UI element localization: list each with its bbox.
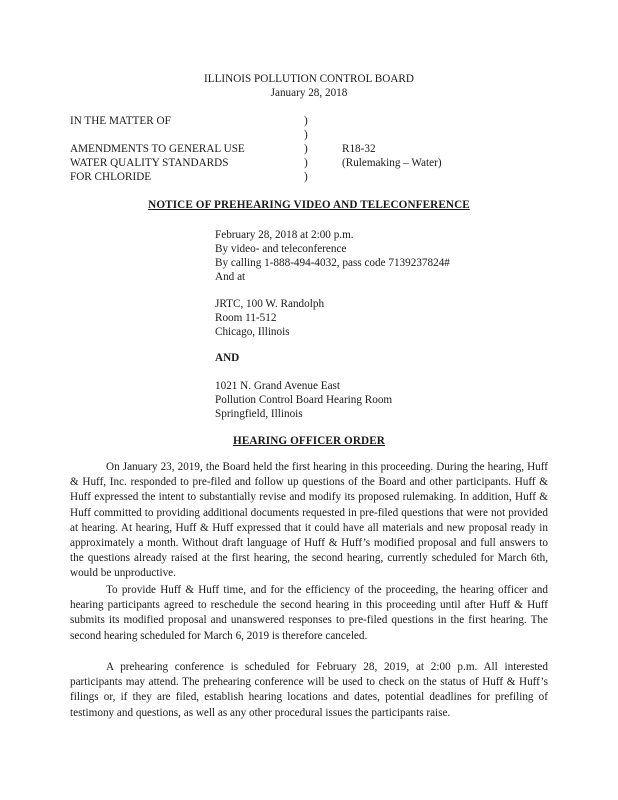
- caption-bracket: ): [304, 129, 308, 141]
- location-line: Chicago, Illinois: [215, 326, 290, 338]
- caption-title-line: FOR CHLORIDE: [70, 171, 152, 183]
- order-paragraph: A prehearing conference is scheduled for February 28, 2019, at 2:00 p.m. All interested participants may attend. The prehearing conference will be used to check on the status of Huff & Huff’s filings or, if they are filed, establish hearing locations and dates, potential deadlines for prefiling of testimony and questions, as well as any other procedural issues the participants raise.: [70, 661, 548, 719]
- location-line: Room 11-512: [215, 312, 277, 324]
- docket-type: (Rulemaking – Water): [342, 157, 442, 169]
- order-paragraph: On January 23, 2019, the Board held the first hearing in this proceeding. During the hearing, Huff & Huff, Inc. responded to pre-filed and follow up questions of the Board and other participants. Huff & Huff expressed the intent to substantially revise and modify its proposed rulemaking. In addition, Huff & Huff committed to providing additional documents requested in pre-filed questions that were not provided at hearing. At hearing, Huff & Huff expressed that it could have all materials and new proposal ready in approximately a month. Without draft language of Huff & Huff’s modified proposal and full answers to the questions already raised at the first hearing, the second hearing, currently scheduled for March 6th, would be unproductive.: [70, 461, 548, 580]
- notice-heading: NOTICE OF PREHEARING VIDEO AND TELECONFERENCE: [148, 199, 470, 211]
- order-heading: HEARING OFFICER ORDER: [233, 435, 385, 447]
- header-date: January 28, 2018: [270, 87, 348, 99]
- order-paragraph: To provide Huff & Huff time, and for the efficiency of the proceeding, the hearing officer and hearing participants agreed to reschedule the second hearing in this proceeding until after Huff & Huff submits its modified proposal and unanswered responses to pre-filed questions in the first hearing. The second hearing scheduled for March 6, 2019 is therefore canceled.: [70, 584, 548, 642]
- caption-bracket: ): [304, 143, 308, 155]
- caption-bracket: ): [304, 115, 308, 127]
- caption-bracket: ): [304, 157, 308, 169]
- caption-bracket: ): [304, 171, 308, 183]
- docket-number: R18-32: [342, 143, 376, 155]
- notice-line: And at: [215, 271, 246, 283]
- notice-line: By video- and teleconference: [215, 243, 347, 255]
- location-line: 1021 N. Grand Avenue East: [215, 380, 341, 392]
- location-line: JRTC, 100 W. Randolph: [215, 298, 325, 310]
- location-line: Springfield, Illinois: [215, 408, 303, 420]
- board-name: ILLINOIS POLLUTION CONTROL BOARD: [204, 73, 414, 85]
- caption-title-line: WATER QUALITY STANDARDS: [70, 157, 229, 169]
- caption-title-line: AMENDMENTS TO GENERAL USE: [70, 143, 245, 155]
- caption-matter: IN THE MATTER OF: [70, 115, 171, 127]
- and-label: AND: [215, 352, 240, 364]
- notice-line: February 28, 2018 at 2:00 p.m.: [215, 229, 354, 241]
- notice-line: By calling 1-888-494-4032, pass code 7139237824#: [215, 257, 450, 269]
- location-line: Pollution Control Board Hearing Room: [215, 394, 393, 406]
